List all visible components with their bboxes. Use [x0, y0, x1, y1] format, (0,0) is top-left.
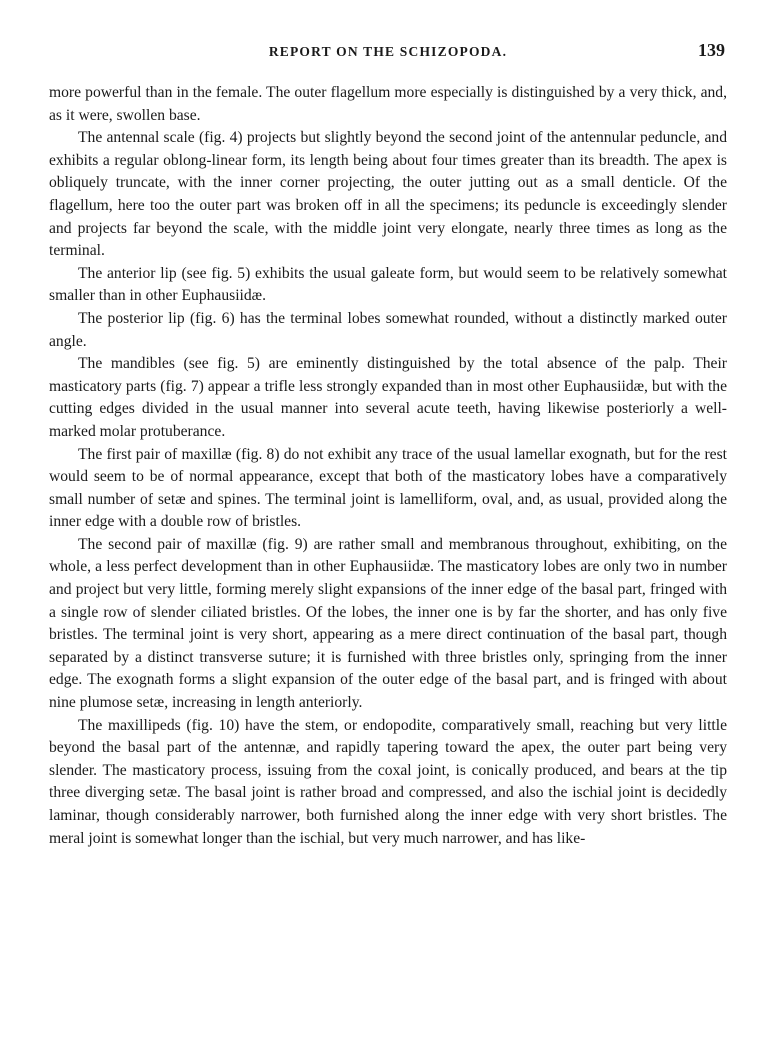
- paragraph-7: [49, 534, 727, 715]
- paragraph-8-text: The maxillipeds (fig. 10) have the stem, or endopodite, comparatively small, reaching but very little beyond the basal part of the antennæ, and rapidly tapering toward the apex, the outer part being very slender. The masticatory process, issuing from the coxal joint, is conically produced, and bears at the tip three diverging setæ. The basal joint is rather broad and compressed, and also the ischial joint is decidedly laminar, though considerably narrower, both furnished along the inner edge with very short bristles. The meral joint is somewhat longer than the ischial, but very much narrower, and has like-: [49, 716, 727, 847]
- paragraph-6-text: The first pair of maxillæ (fig. 8) do not exhibit any trace of the usual lamellar exognath, but for the rest would seem to be of normal appearance, except that both of the masticatory lobes have a comparatively small number of setæ and spines. The terminal joint is lamelliform, oval, and, as usual, provided along the inner edge with a double row of bristles.: [49, 445, 727, 531]
- paragraph-4-text: The posterior lip (fig. 6) has the terminal lobes somewhat rounded, without a distinctly marked outer angle.: [49, 309, 727, 350]
- paragraph-7-text: The second pair of maxillæ (fig. 9) are rather small and membranous throughout, exhibiting, on the whole, a less perfect development than in other Euphausiidæ. The masticatory lobes are only two in number and project but very little, forming merely slight expansions of the inner edge of the basal part, fringed with a single row of slender ciliated bristles. Of the lobes, the inner one is by far the shorter, and has only five bristles. The terminal joint is very short, appearing as a mere direct continuation of the basal part, though separated by a distinct transverse suture; it is furnished with three bristles only, springing from the inner edge. The exognath forms a slight expansion of the outer edge of the basal part, and is fringed with about nine plumose setæ, increasing in length anteriorly.: [49, 535, 727, 712]
- paragraph-1-text: more powerful than in the female. The outer flagellum more especially is distinguished by a very thick, and, as it were, swollen base.: [49, 84, 727, 124]
- page: [49, 40, 727, 850]
- paragraph-1: [49, 82, 727, 127]
- paragraph-3: [49, 263, 727, 308]
- paragraph-5-text: The mandibles (see fig. 5) are eminently distinguished by the total absence of the palp. Their masticatory parts (fig. 7) appear a trifle less strongly expanded than in most other Euphausiidæ, but with the cutting edges divided in the usual manner into several acute teeth, having likewise posteriorly a well-marked molar protuberance.: [49, 355, 727, 440]
- body-text: [49, 82, 727, 850]
- paragraph-6: [49, 444, 727, 534]
- paragraph-2: [49, 127, 727, 263]
- paragraph-5: [49, 353, 727, 443]
- running-title: REPORT ON THE SCHIZOPODA.: [268, 44, 508, 59]
- page-number: 139: [698, 40, 725, 60]
- paragraph-4: [49, 308, 727, 353]
- running-head: [49, 40, 727, 64]
- paragraph-3-text: The anterior lip (see fig. 5) exhibits the usual galeate form, but would seem to be relatively somewhat smaller than in other Euphausiidæ.: [49, 264, 727, 305]
- paragraph-2-text: The antennal scale (fig. 4) projects but slightly beyond the second joint of the antennular peduncle, and exhibits a regular oblong-linear form, its length being about four times greater than its breadth. The apex is obliquely truncate, with the inner corner projecting, the outer jutting out as a small denticle. Of the flagellum, here too the outer part was broken off in all the specimens; its peduncle is exceedingly slender and projects far beyond the scale, with the middle joint very elongate, nearly three times as long as the terminal.: [49, 129, 727, 260]
- paragraph-8: [49, 715, 727, 851]
